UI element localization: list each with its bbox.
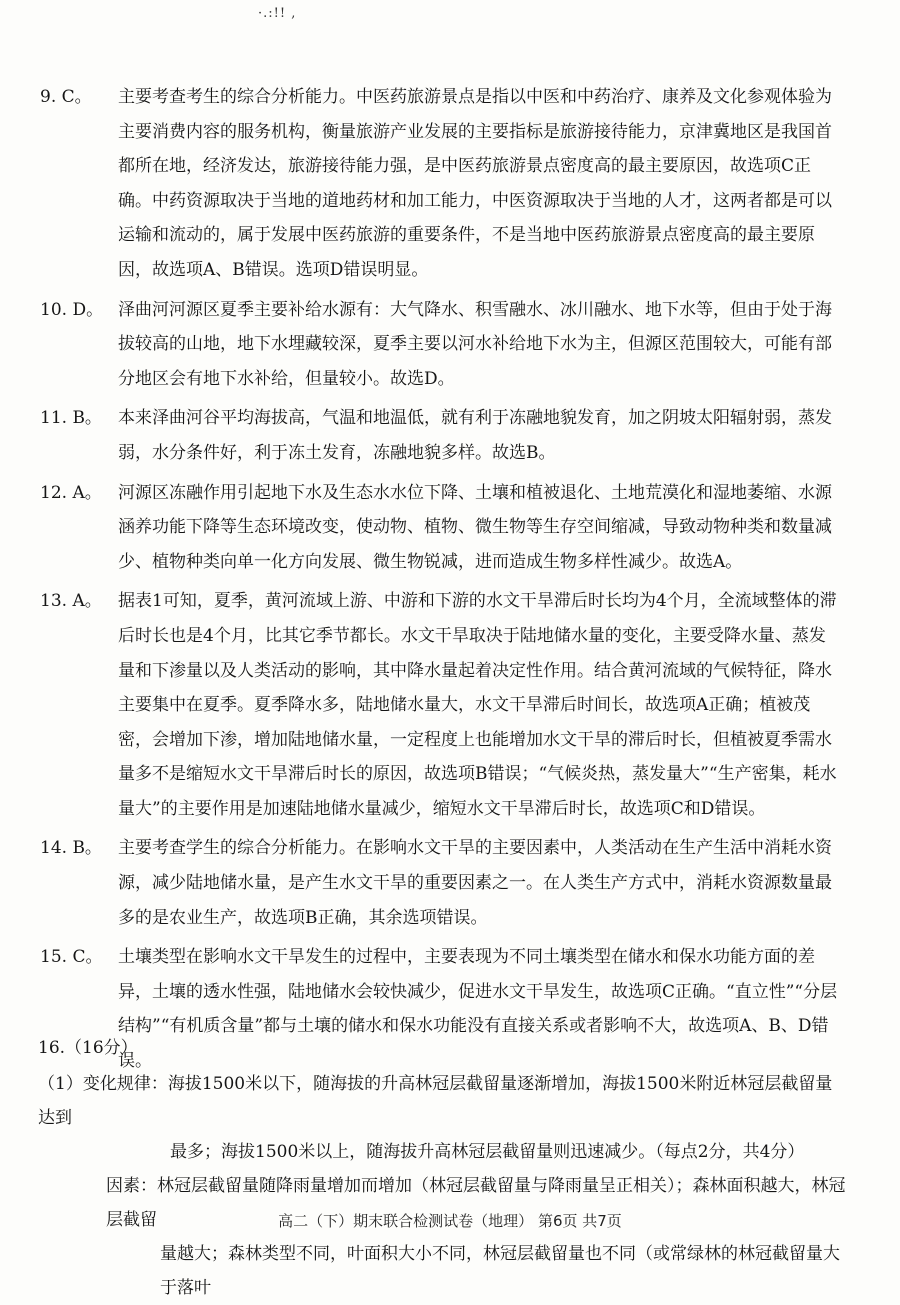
question-16-answer [38, 1031, 848, 1305]
part1-label: （1）变化规律： [38, 1074, 168, 1094]
question-16-part1 [38, 1067, 848, 1169]
answer-item-11 [40, 401, 840, 470]
answer-number: 9. C。 [40, 87, 92, 107]
answer-text: 泽曲河河源区夏季主要补给水源有：大气降水、积雪融水、冰川融水、地下水等，但由于处于海拔较高的山地，地下水埋藏较深，夏季主要以河水补给地下水为主，但源区范围较大，可能有部分地区会有地下水补给，但量较小。故选D。 [118, 299, 832, 389]
answer-number: 11. B。 [40, 408, 102, 429]
answer-number: 14. B。 [40, 838, 102, 859]
answer-number: 12. A。 [40, 482, 102, 503]
answer-item-13 [40, 584, 840, 826]
answer-text: 主要考查考生的综合分析能力。中医药旅游景点是指以中医和中药治疗、康养及文化参观体验为主要消费内容的服务机构，衡量旅游产业发展的主要指标是旅游接待能力，京津冀地区是我国首都所在地，经济发达，旅游接待能力强，是中医药旅游景点密度高的最主要原因，故选项C正确。中药资源取决于当地的道地药材和加工能力，中医资源取决于当地的人才，这两者都是可以运输和流动的，属于发展中医药旅游的重要条件，不是当地中医药旅游景点密度高的最主要原因，故选项A、B错误。选项D错误明显。 [118, 87, 832, 280]
scan-artifact: ·.:!! , [258, 6, 297, 21]
question-16-part2 [38, 1169, 848, 1305]
answer-number: 10. D。 [40, 299, 104, 320]
answer-text: 土壤类型在影响水文干旱发生的过程中，主要表现为不同土壤类型在储水和保水功能方面的差异，土壤的透水性强，陆地储水会较快减少，促进水文干旱发生，故选项C正确。“直立性”“分层结构”“有机质含量”都与土壤的储水和保水功能没有直接关系或者影响不大，故选项A、B、D错误。 [118, 947, 838, 1072]
part1-line2: 最多；海拔1500米以上，随海拔升高林冠层截留量则迅速减少。（每点2分，共4分） [170, 1142, 805, 1162]
answer-number: 13. A。 [40, 591, 102, 612]
answer-text: 据表1可知，夏季，黄河流域上游、中游和下游的水文干旱滞后时长均为4个月，全流域整体的滞后时长也是4个月，比其它季节都长。水文干旱取决于陆地储水量的变化，主要受降水量、蒸发量和下渗量以及人类活动的影响，其中降水量起着决定性作用。结合黄河流域的气候特征，降水主要集中在夏季。夏季降水多，陆地储水量大，水文干旱滞后时间长，故选项A正确；植被茂密，会增加下渗，增加陆地储水量，一定程度上也能增加水文干旱的滞后时长，但植被夏季需水量多不是缩短水文干旱滞后时长的原因，故选项B错误；“气候炎热，蒸发量大”“生产密集，耗水量大”的主要作用是加速陆地储水量减少，缩短水文干旱滞后时长，故选项C和D错误。 [118, 591, 837, 819]
answer-item-9 [40, 80, 840, 288]
answer-list [40, 80, 840, 1084]
answer-number: 15. C。 [40, 947, 103, 968]
answer-item-10 [40, 293, 840, 397]
answer-text: 本来泽曲河谷平均海拔高，气温和地温低，就有利于冻融地貌发育，加之阴坡太阳辐射弱，蒸发弱，水分条件好，利于冻土发育，冻融地貌多样。故选B。 [118, 408, 832, 463]
answer-item-14 [40, 831, 840, 935]
page-footer: 高二（下）期末联合检测试卷（地理） 第6页 共7页 [278, 1212, 622, 1230]
part2-line2: 量越大；森林类型不同，叶面积大小不同，林冠层截留量也不同（或常绿林的林冠截留量大于落叶 [160, 1244, 840, 1298]
part2-line1: 林冠层截留量随降雨量增加而增加（林冠层截留量与降雨量呈正相关）；森林面积越大，林冠层截留 [106, 1176, 846, 1230]
part1-line1: 海拔1500米以下，随海拔的升高林冠层截留量逐渐增加，海拔1500米附近林冠层截留量达到 [38, 1074, 833, 1128]
answer-text: 河源区冻融作用引起地下水及生态水水位下降、土壤和植被退化、土地荒漠化和湿地萎缩、水源涵养功能下降等生态环境改变，使动物、植物、微生物等生存空间缩减，导致动物种类和数量减少、植物种类向单一化方向发展、微生物锐减，进而造成生物多样性减少。故选A。 [118, 482, 832, 572]
question-16-heading: 16.（16分） [38, 1038, 138, 1058]
answer-text: 主要考查学生的综合分析能力。在影响水文干旱的主要因素中，人类活动在生产生活中消耗水资源，减少陆地储水量，是产生水文干旱的重要因素之一。在人类生产方式中，消耗水资源数量最多的是农业生产，故选项B正确，其余选项错误。 [118, 838, 832, 928]
part2-label: 因素： [106, 1176, 157, 1196]
answer-item-12 [40, 476, 840, 580]
